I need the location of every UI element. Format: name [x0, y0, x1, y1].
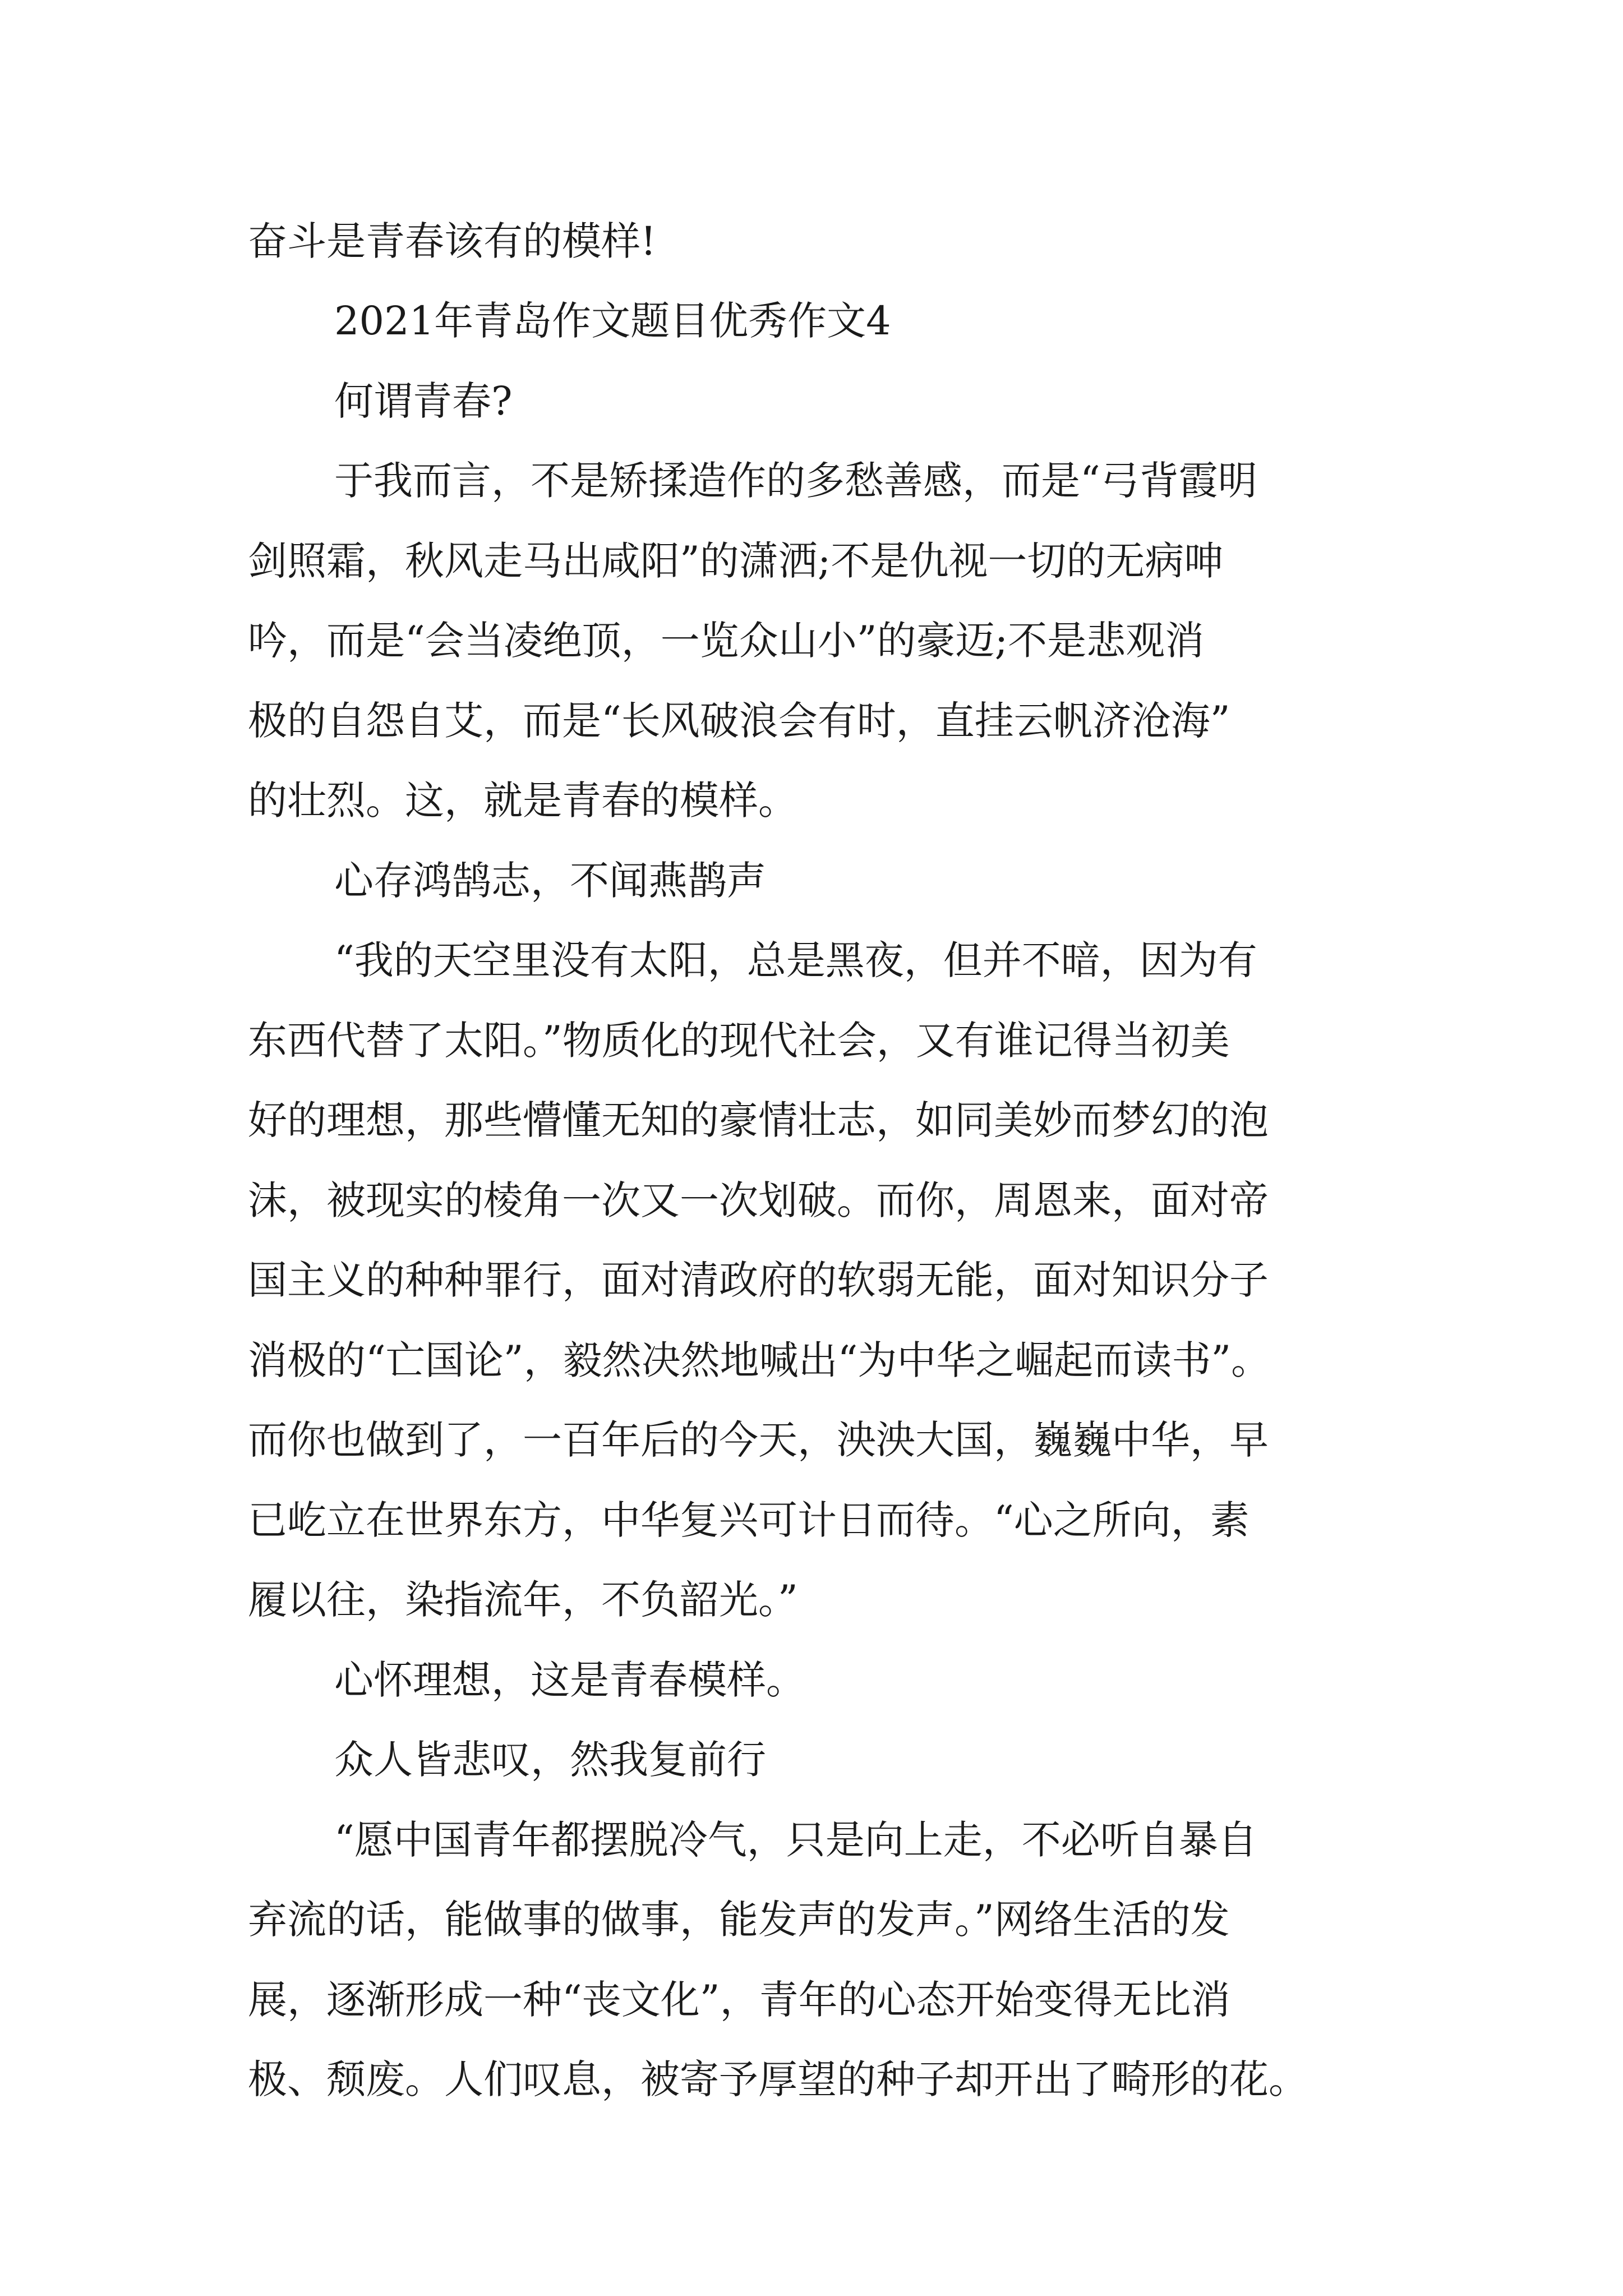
text-line: 心怀理想，这是青春模样。 — [334, 1657, 805, 1703]
text-line: 国主义的种种罪行，面对清政府的软弱无能，面对知识分子 — [248, 1257, 1269, 1303]
text-line: 极的自怨自艾，而是“长风破浪会有时，直挂云帆济沧海” — [248, 698, 1230, 744]
text-line: 的壮烈。这，就是青春的模样。 — [248, 777, 797, 823]
section-heading: 众人皆悲叹，然我复前行 — [334, 1737, 766, 1783]
text-line: 于我而言，不是矫揉造作的多愁善感，而是“弓背霞明 — [334, 458, 1257, 504]
text-line: 沫，被现实的棱角一次又一次划破。而你，周恩来，面对帝 — [248, 1177, 1269, 1223]
text-line: 弃流的话，能做事的做事，能发声的发声。”网络生活的发 — [248, 1897, 1230, 1943]
text-line: “愿中国青年都摆脱冷气，只是向上走，不必听自暴自 — [334, 1817, 1257, 1863]
text-line: 好的理想，那些懵懂无知的豪情壮志，如同美妙而梦幻的泡 — [248, 1097, 1269, 1143]
text-line: 而你也做到了，一百年后的今天，泱泱大国，巍巍中华，早 — [248, 1417, 1269, 1463]
text-line: 展，逐渐形成一种“丧文化”，青年的心态开始变得无比消 — [248, 1977, 1230, 2023]
text-line: 履以往，染指流年，不负韶光。” — [248, 1577, 798, 1623]
text-line: 极、颓废。人们叹息，被寄予厚望的种子却开出了畸形的花。 — [248, 2056, 1308, 2102]
section-heading: 心存鸿鹄志，不闻燕鹊声 — [334, 858, 766, 904]
text-line: 东西代替了太阳。”物质化的现代社会，又有谁记得当初美 — [248, 1018, 1230, 1064]
text-line: 已屹立在世界东方，中华复兴可计日而待。“心之所向，素 — [248, 1497, 1249, 1543]
text-line: 剑照霜，秋风走马出咸阳”的潇洒;不是仇视一切的无病呻 — [248, 538, 1224, 584]
text-line: “我的天空里没有太阳，总是黑夜，但并不暗，因为有 — [334, 937, 1257, 983]
text-line: 吟，而是“会当凌绝顶，一览众山小”的豪迈;不是悲观消 — [248, 618, 1205, 664]
section-heading: 何谓青春? — [334, 378, 513, 424]
text-line: 奋斗是青春该有的模样! — [248, 218, 657, 264]
text-line: 消极的“亡国论”，毅然决然地喊出“为中华之崛起而读书”。 — [248, 1337, 1271, 1383]
section-title: 2021年青岛作文题目优秀作文4 — [334, 298, 891, 344]
